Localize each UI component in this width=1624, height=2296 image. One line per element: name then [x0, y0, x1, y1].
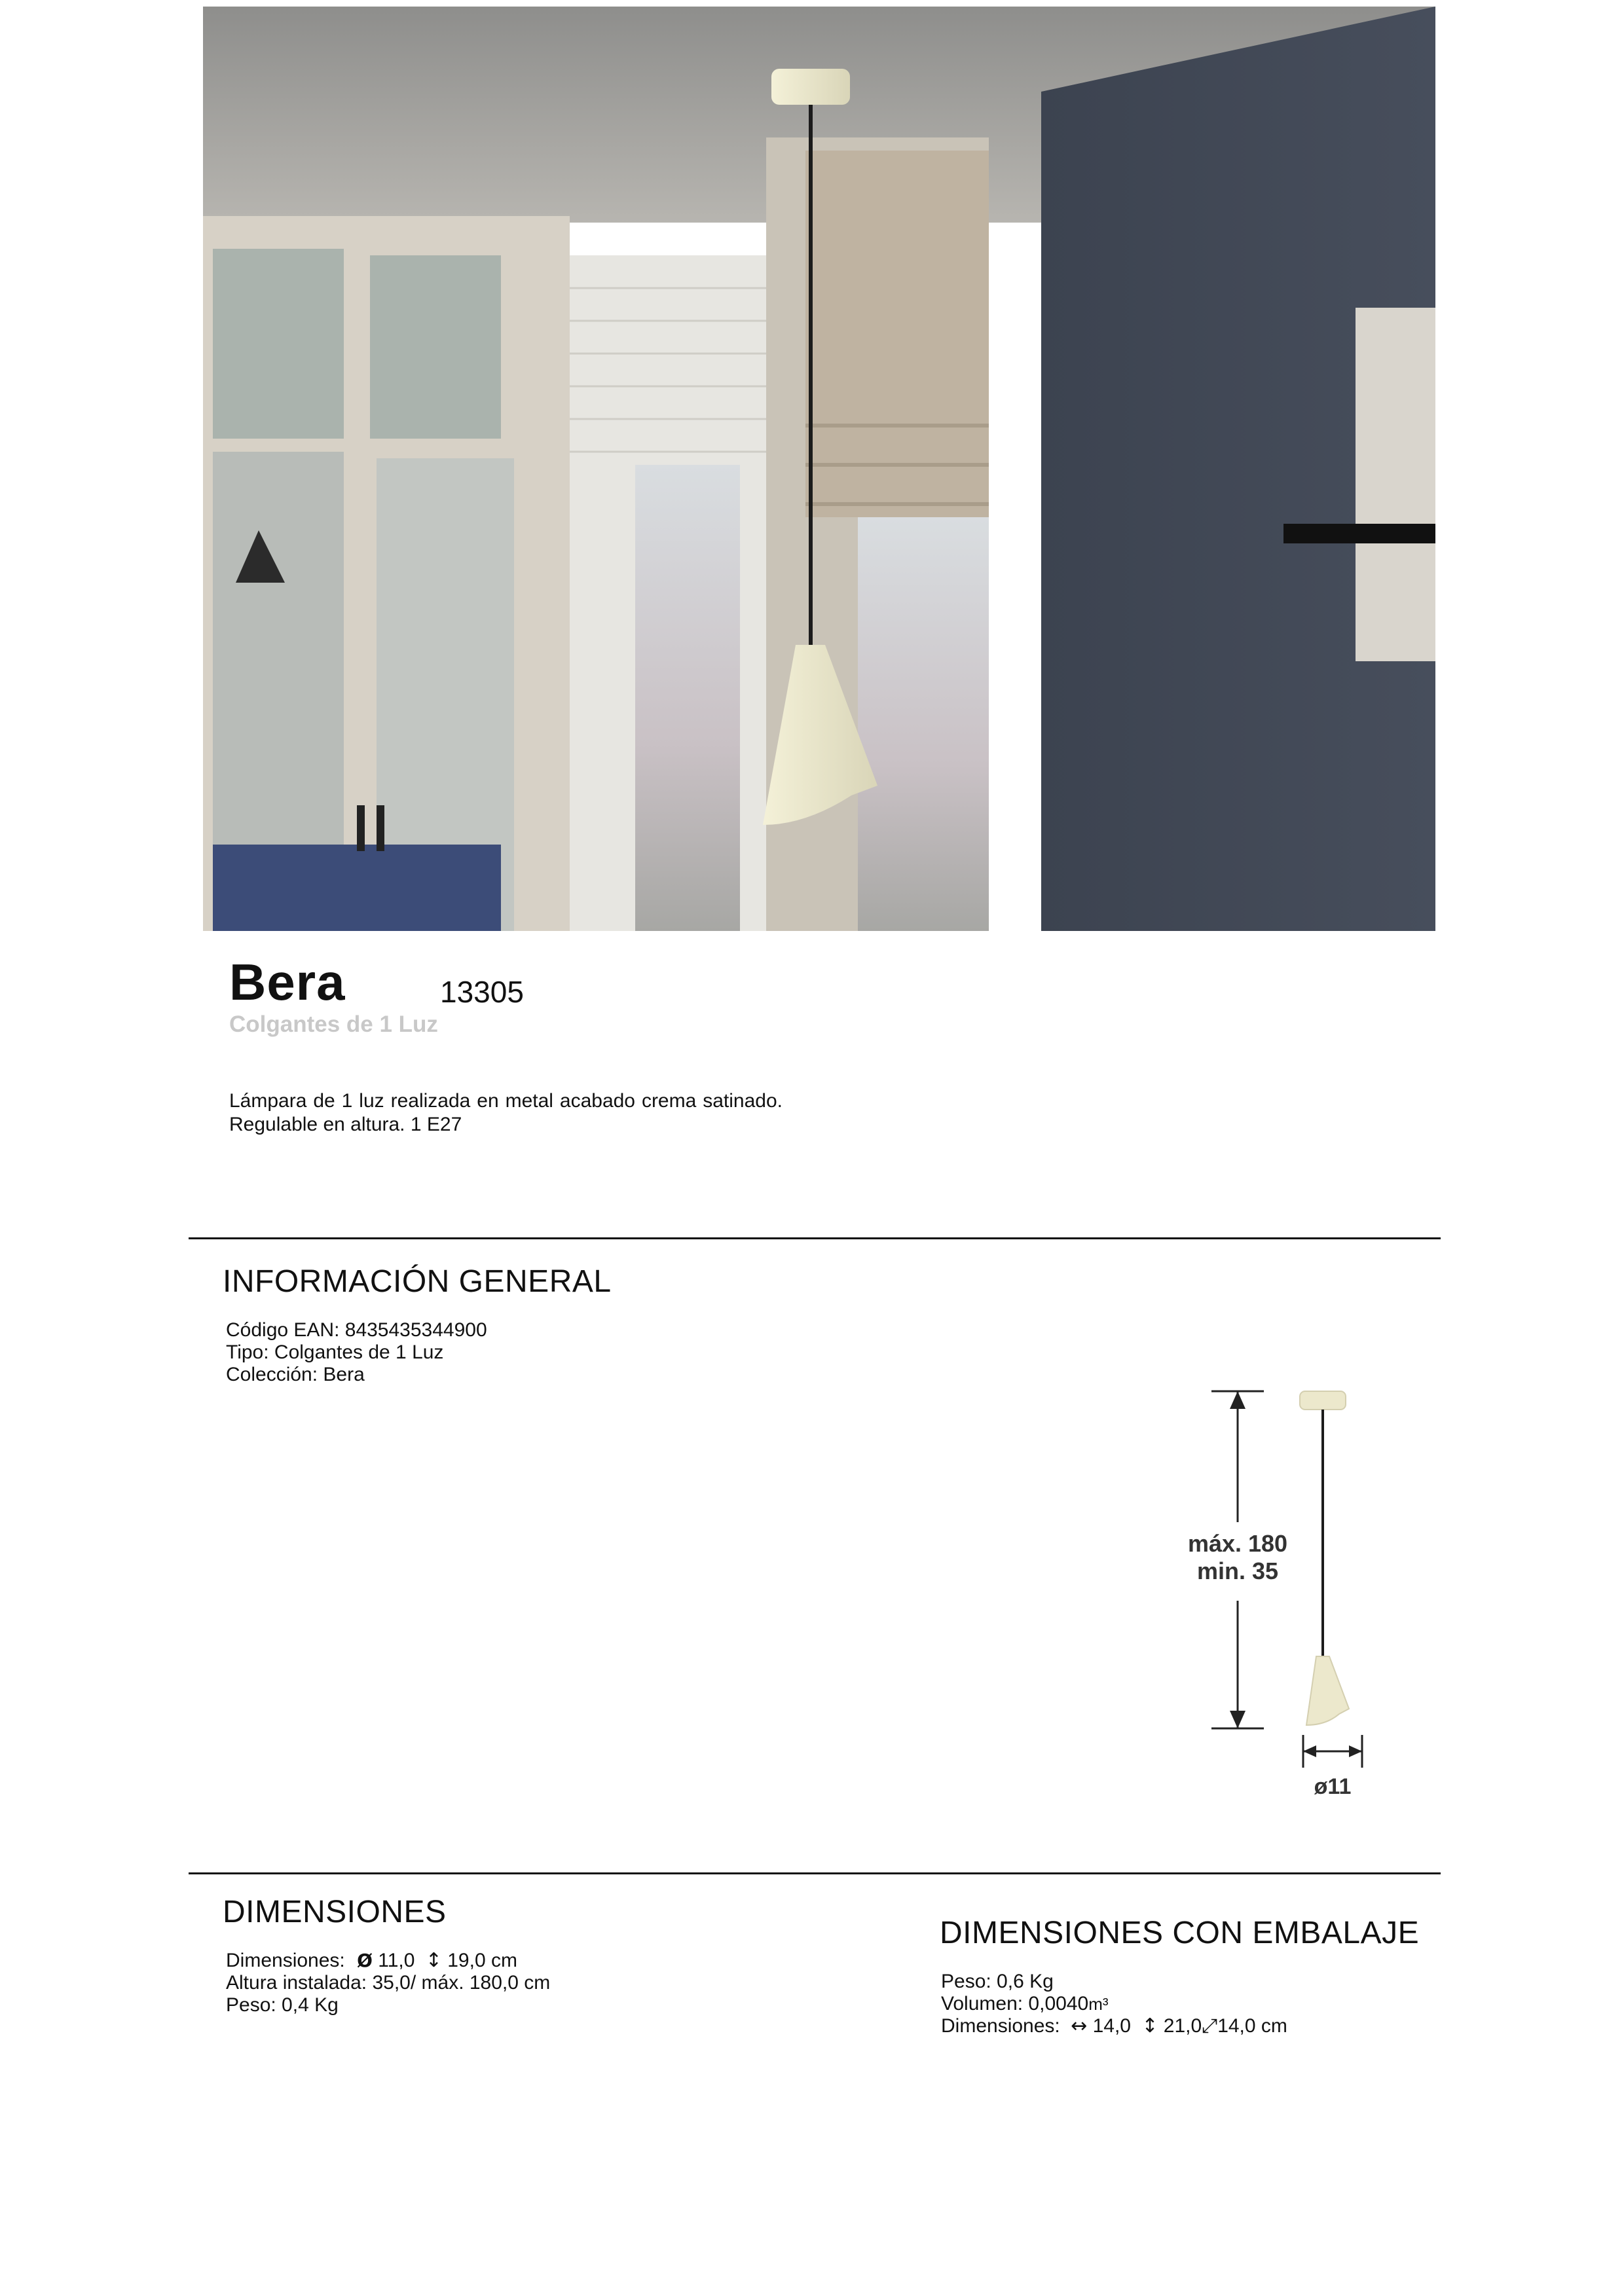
dimensions-title: DIMENSIONES	[223, 1895, 447, 1929]
height-min-label: min. 35	[1196, 1558, 1279, 1584]
section-divider	[189, 1237, 1441, 1239]
packaging-title: DIMENSIONES CON EMBALAJE	[940, 1916, 1420, 1950]
packaging-depth: 14,0 cm	[1217, 2015, 1287, 2037]
packaging-list	[941, 1971, 1287, 2037]
section-divider	[189, 1872, 1441, 1874]
packaging-width: 14,0	[1092, 2015, 1131, 2037]
packaging-weight: Peso: 0,6 Kg	[941, 1971, 1054, 1992]
product-description: Lámpara de 1 luz realizada en metal acabado crema satinado. Regulable en altura. 1 E27	[229, 1090, 783, 1135]
diameter-label: ø11	[1314, 1774, 1352, 1799]
diameter-value: 11,0	[378, 1950, 415, 1971]
depth-arrow-icon: ⤢	[1202, 2014, 1218, 2037]
packaging-dimensions-label: Dimensiones:	[941, 2015, 1060, 2037]
product-code: 13305	[440, 975, 524, 1009]
packaging-volume	[941, 1993, 1287, 2015]
collection: Colección: Bera	[226, 1364, 365, 1385]
diameter-icon: Ø	[357, 1950, 373, 1971]
ean-code: Código EAN: 8435435344900	[226, 1319, 487, 1341]
height-arrow-icon: ↕	[1141, 2014, 1158, 2037]
volume-label: Volumen: 0,0040	[941, 1993, 1089, 2014]
height-max-label: máx. 180	[1187, 1530, 1288, 1557]
dimensions-list	[226, 1950, 550, 2016]
product-name: Bera	[229, 953, 346, 1011]
height-value: 19,0 cm	[447, 1950, 517, 1971]
dimensions-label: Dimensiones:	[226, 1950, 345, 1971]
height-icon: ↕	[425, 1949, 442, 1972]
packaging-dimensions-row	[941, 2015, 1287, 2037]
cubic-meter-unit: m³	[1088, 1994, 1109, 2014]
installed-height: Altura instalada: 35,0/ máx. 180,0 cm	[226, 1972, 551, 1994]
product-type: Tipo: Colgantes de 1 Luz	[226, 1341, 444, 1363]
product-category: Colgantes de 1 Luz	[229, 1011, 438, 1037]
dimensions-row	[226, 1950, 550, 1972]
width-arrow-icon: ↔	[1071, 2014, 1088, 2037]
packaging-height: 21,0	[1163, 2015, 1202, 2037]
general-info-title: INFORMACIÓN GENERAL	[223, 1264, 612, 1299]
hero-photo	[203, 7, 1435, 931]
weight: Peso: 0,4 Kg	[226, 1994, 339, 2016]
general-info-list	[226, 1319, 487, 1386]
dimension-drawing	[1172, 1375, 1382, 1807]
